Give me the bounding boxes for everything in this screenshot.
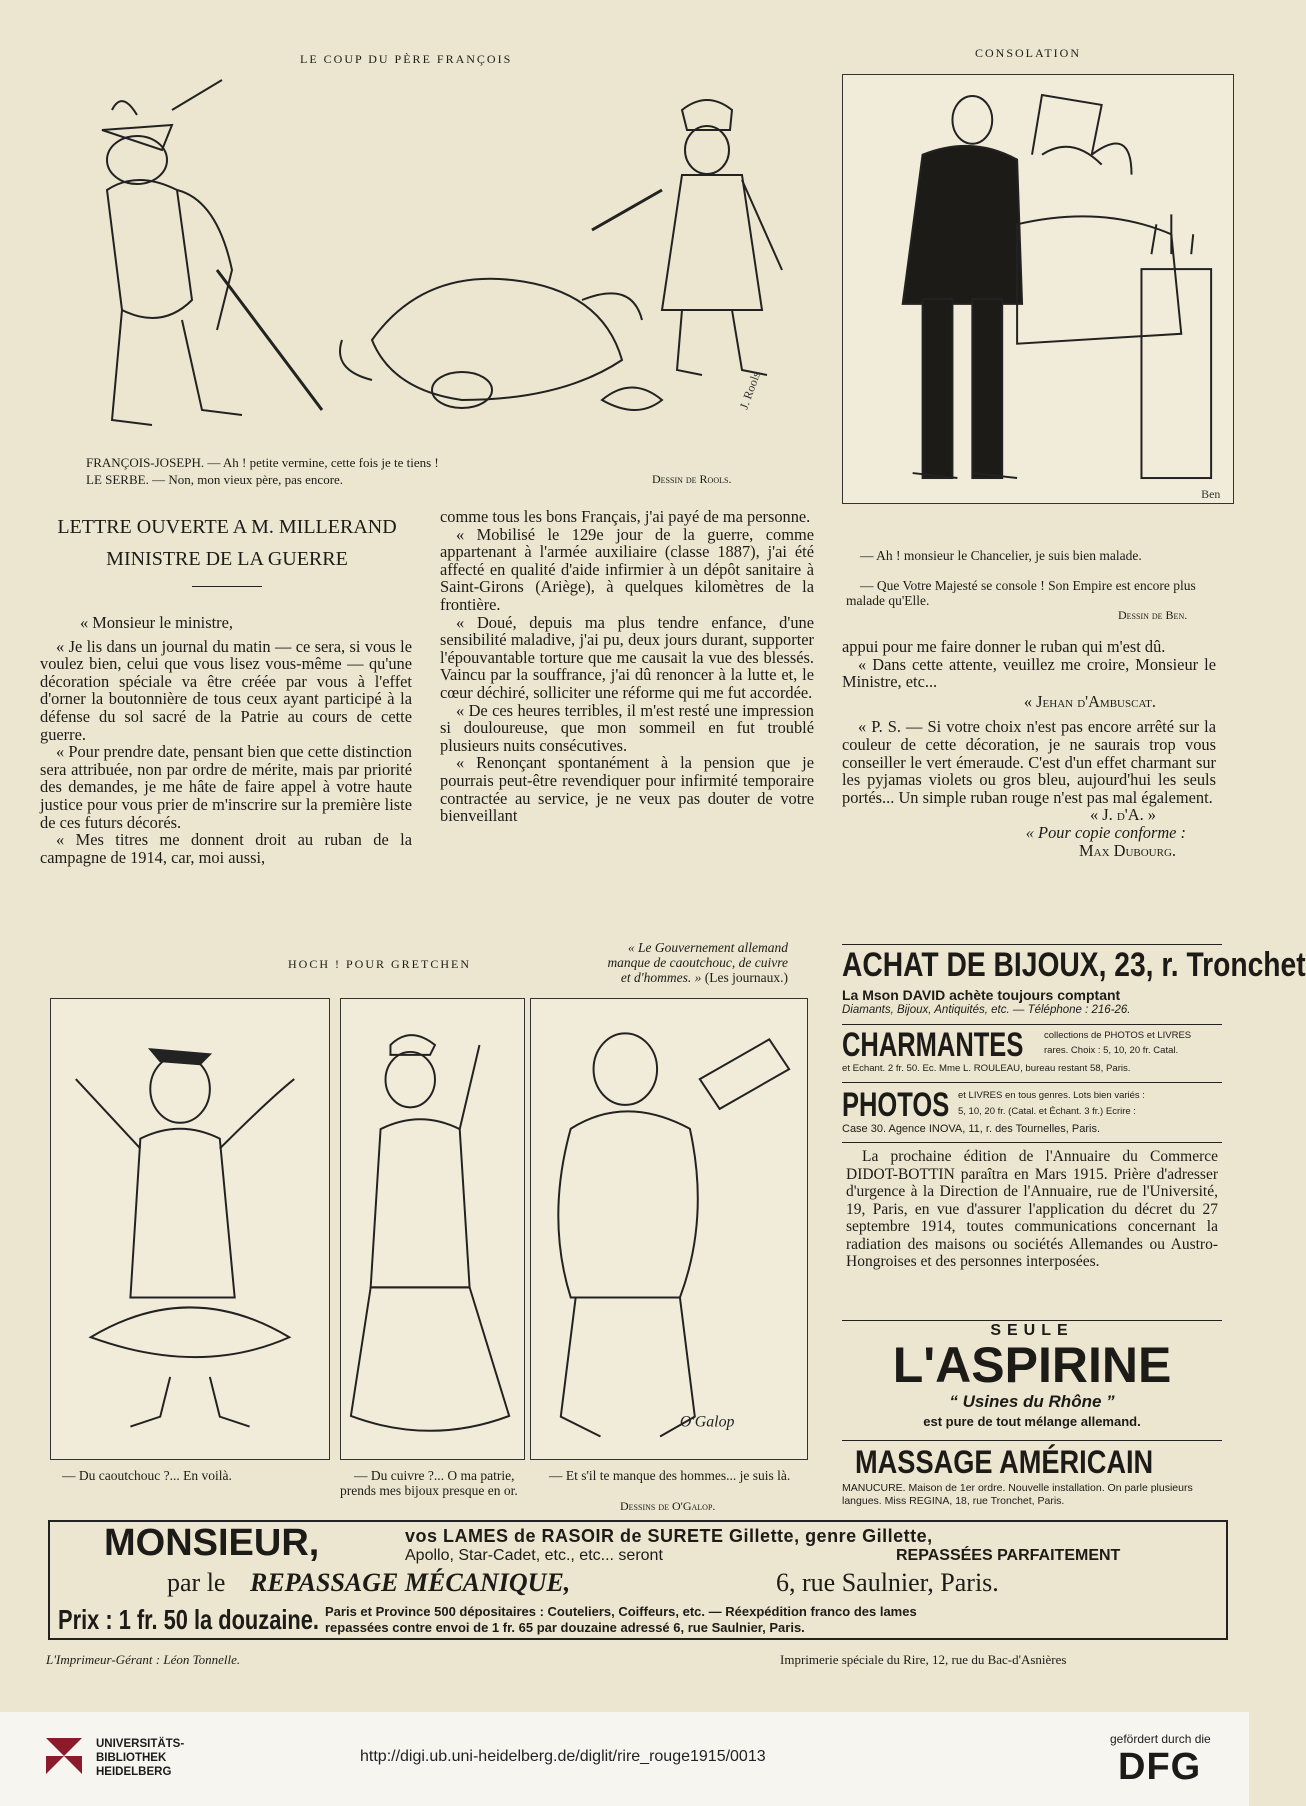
ad-rasoir-small2: repassées contre envoi de 1 fr. 65 par douzaine adressé 6, rue Saulnier, Paris.: [325, 1620, 805, 1635]
ad-rasoir-address: 6, rue Saulnier, Paris.: [776, 1568, 999, 1597]
consolation-caption-1: — Ah ! monsieur le Chancelier, je suis bien malade.: [860, 548, 1142, 563]
letter-paragraph: appui pour me faire donner le ruban qui m'est dû.: [842, 637, 1166, 656]
ad-rasoir-line1: vos LAMES de RASOIR de SURETE Gillette, genre Gillette,: [405, 1526, 933, 1546]
ad-charmantes-side1: collections de PHOTOS et LIVRES: [1044, 1030, 1192, 1041]
cartoon-title-consolation: CONSOLATION: [975, 46, 1081, 60]
letter-paragraph: « Mes titres me donnent droit au ruban de la campagne de 1914, car, moi aussi,: [40, 830, 412, 867]
hoch-signature: O'Galop: [679, 1413, 735, 1431]
coup-caption-2: LE SERBE. — Non, mon vieux père, pas encore.: [86, 472, 344, 487]
ad-photos-side1: et LIVRES en tous genres. Lots bien variés :: [958, 1090, 1145, 1101]
coup-credit: Dessin de Rools.: [652, 472, 732, 486]
ad-charmantes-title: CHARMANTES: [842, 1026, 1024, 1064]
ad-rule: [842, 1320, 1222, 1321]
ad-rasoir-monsieur: MONSIEUR,: [104, 1522, 320, 1564]
library-name-1: UNIVERSITÄTS-: [96, 1738, 185, 1750]
ad-rasoir-repassage: REPASSAGE MÉCANIQUE,: [250, 1568, 571, 1597]
library-name-3: HEIDELBERG: [96, 1766, 172, 1778]
letter-column-2: [440, 508, 814, 825]
hoch-panel-2-drawing: [341, 999, 524, 1459]
consolation-credit: Dessin de Ben.: [1118, 608, 1188, 622]
imprint-left: L'Imprimeur-Gérant : Léon Tonnelle.: [46, 1652, 241, 1667]
letter-postscript: « P. S. — Si votre choix n'est pas encore arrêté sur la couleur de cette décoration, je ne saurais trop vous conseiller le vert émeraude. C'est d'un effet charmant sur les pyjamas violets ou gros bleu, aujourd'hui les seuls portés... Un simple ruban rouge n'est pas mal également.: [842, 717, 1216, 807]
hoch-quote-line: « Le Gouvernement allemand: [627, 940, 788, 955]
hoch-caption-3: — Et s'il te manque des hommes... je suis là.: [549, 1468, 791, 1483]
hoch-quote-source: (Les journaux.): [704, 970, 788, 985]
coup-signature: J. Rools: [736, 369, 764, 412]
hoch-quote: [520, 940, 788, 985]
hoch-panel-2: [340, 998, 525, 1460]
ad-aspirine: L'ASPIRINE: [892, 1337, 1172, 1393]
source-url-link[interactable]: http://digi.ub.uni-heidelberg.de/diglit/rire_rouge1915/0013: [360, 1748, 766, 1765]
ad-rasoir-line2a: Apollo, Star-Cadet, etc., etc... seront: [405, 1547, 663, 1564]
hoch-caption-2: — Du cuivre ?... O ma patrie, prends mes bijoux presque en or.: [340, 1468, 518, 1498]
hoch-panel-1-drawing: [51, 999, 329, 1459]
hoch-panel-3-drawing: [531, 999, 807, 1459]
ad-achat-title: ACHAT DE BIJOUX, 23, r. Tronchet: [842, 946, 1306, 984]
letter-heading-1: LETTRE OUVERTE A M. MILLERAND: [57, 516, 397, 538]
library-name-2: BIBLIOTHEK: [96, 1752, 167, 1764]
imprint-right: Imprimerie spéciale du Rire, 12, rue du Bac-d'Asnières: [780, 1652, 1067, 1667]
hoch-caption-1: — Du caoutchouc ?... En voilà.: [62, 1468, 232, 1483]
coup-caption-1: FRANÇOIS-JOSEPH. — Ah ! petite vermine, cette fois je te tiens !: [86, 455, 439, 470]
letter-paragraph: « De ces heures terribles, il m'est resté une impression si douloureuse, que mon sommeil en fut troublé plusieurs nuits consécutives.: [440, 700, 814, 755]
letter-paragraph: « Doué, depuis ma plus tendre enfance, d'une sensibilité maladive, j'ai pu, deux jours durant, supporter l'épouvantable torture que me causait la vue des blessés. Vaincu par la souffrance, j'ai dû renoncer à la lutte et, le cœur déchiré, solliciter une réforme qui me fut accordée.: [440, 612, 814, 702]
ad-charmantes-line: et Echant. 2 fr. 50. Ec. Mme L. ROULEAU, bureau restant 58, Paris.: [842, 1063, 1131, 1074]
ad-photos-side2: 5, 10, 20 fr. (Catal. et Échant. 3 fr.) Ecrire :: [958, 1106, 1136, 1117]
digitization-footer: [0, 1712, 1249, 1806]
ad-rule: [842, 1142, 1222, 1143]
hoch-panel-3: [530, 998, 808, 1460]
dfg-logo: DFG: [1118, 1746, 1202, 1788]
ad-rule: [842, 1024, 1222, 1025]
letter-paragraph: « Dans cette attente, veuillez me croire, Monsieur le Ministre, etc...: [842, 654, 1216, 692]
heading-rule: [192, 586, 262, 587]
letter-paragraph: « Renonçant spontanément à la pension que je pourrais peut-être revendiquer pour infirmité temporaire contractée au service, je ne veux pas douter de votre bienveillant: [440, 753, 814, 826]
consolation-signature: Ben: [1201, 486, 1221, 501]
ad-rule: [842, 1082, 1222, 1083]
ad-rule: [842, 944, 1222, 945]
letter-column-1: [40, 614, 412, 866]
letter-paragraph: « Mobilisé le 129e jour de la guerre, comme appartenant à l'armée auxiliaire (classe 1887), j'ai été affecté en qualité d'aide infirmier à un dépôt sanitaire à Saint-Girons (Ariège), à quelques kilomètres de la frontière.: [440, 524, 814, 614]
letter-heading-2: MINISTRE DE LA GUERRE: [106, 548, 348, 570]
hoch-credit: Dessins de O'Galop.: [620, 1499, 716, 1513]
postscript-signature: « J. d'A. »: [1090, 805, 1156, 825]
hoch-quote-line: manque de caoutchouc, de cuivre: [607, 955, 788, 970]
hoch-quote-line: et d'hommes. »: [620, 970, 702, 985]
cartoon-title-coup: LE COUP DU PÈRE FRANÇOIS: [300, 52, 513, 66]
ad-achat-line2: La Mson DAVID achète toujours comptant: [842, 987, 1121, 1003]
letter-signature: « Jehan d'Ambuscat.: [1023, 691, 1156, 711]
ad-manucure: MANUCURE. Maison de 1er ordre. Nouvelle installation. On parle plusieurs langues. Miss REGINA, 18, rue Tronchet, Paris.: [842, 1482, 1193, 1507]
cartoon-coup-drawing: [42, 70, 812, 460]
copy-name: Max Dubourg.: [1079, 840, 1176, 860]
library-logo-icon: [42, 1734, 86, 1778]
ad-charmantes-side2: rares. Choix : 5, 10, 20 fr. Catal.: [1044, 1045, 1179, 1056]
funded-by-label: gefördert durch die: [1110, 1732, 1211, 1746]
ad-rasoir-par-le: par le: [167, 1568, 226, 1597]
copy-line: « Pour copie conforme :: [1025, 822, 1186, 842]
letter-paragraph: « Je lis dans un journal du matin — ce sera, si vous le voulez bien, celui que vous lisez vous-même — qu'une décoration spéciale va être créée par vous à l'effet d'orner la boutonnière de tous ceux ayant participé à la défense du sol sacré de la Patrie au cours de cette guerre.: [40, 636, 412, 744]
ad-photos-line: Case 30. Agence INOVA, 11, r. des Tournelles, Paris.: [842, 1123, 1101, 1135]
letter-column-3: [842, 638, 1216, 859]
letter-paragraph: « Pour prendre date, pensant bien que cette distinction sera attribuée, non par ordre de mérite, mais par priorité des demandes, je me hâte de faire appel à votre haute justice pour vous prier de m'inscrire sur la première liste de ces futurs décorés.: [40, 742, 412, 832]
ad-seule: SEULE: [990, 1322, 1074, 1339]
cartoon-coup-illustration: [42, 70, 812, 460]
ad-pure: est pure de tout mélange allemand.: [923, 1414, 1141, 1429]
ad-rasoir-prix: Prix : 1 fr. 50 la douzaine.: [58, 1604, 319, 1635]
consolation-caption-2: — Que Votre Majesté se console ! Son Empire est encore plus malade qu'Elle.: [846, 578, 1196, 608]
ad-achat-line3: Diamants, Bijoux, Antiquités, etc. — Téléphone : 216-26.: [842, 1004, 1131, 1016]
cartoon-consolation-drawing: [843, 75, 1233, 503]
cartoon-title-hoch: HOCH ! POUR GRETCHEN: [288, 957, 472, 971]
letter-paragraph: comme tous les bons Français, j'ai payé de ma personne.: [440, 507, 811, 526]
ad-rasoir-line2b: REPASSÉES PARFAITEMENT: [896, 1547, 1121, 1564]
ad-rasoir-small1: Paris et Province 500 dépositaires : Couteliers, Coiffeurs, etc. — Réexpédition franco des lames: [325, 1604, 917, 1619]
ad-photos-title: PHOTOS: [842, 1086, 950, 1124]
ad-usines: “ Usines du Rhône ”: [949, 1392, 1115, 1411]
letter-salutation: « Monsieur le ministre,: [80, 613, 233, 632]
cartoon-consolation-illustration: [842, 74, 1234, 504]
ad-annuaire: La prochaine édition de l'Annuaire du Commerce DIDOT-BOTTIN paraîtra en Mars 1915. Prière d'adresser d'urgence à la Direction de l'Annuaire, rue de l'Université, 19, Paris, en vue d'assurer l'application du décret du 27 septembre 1914, toutes communications concernant la radiation des maisons ou sociétés Allemandes ou Austro-Hongroises et des personnes interposées.: [846, 1148, 1218, 1270]
hoch-panel-1: [50, 998, 330, 1460]
ad-massage: MASSAGE AMÉRICAIN: [855, 1444, 1154, 1480]
ad-rule: [842, 1440, 1222, 1441]
